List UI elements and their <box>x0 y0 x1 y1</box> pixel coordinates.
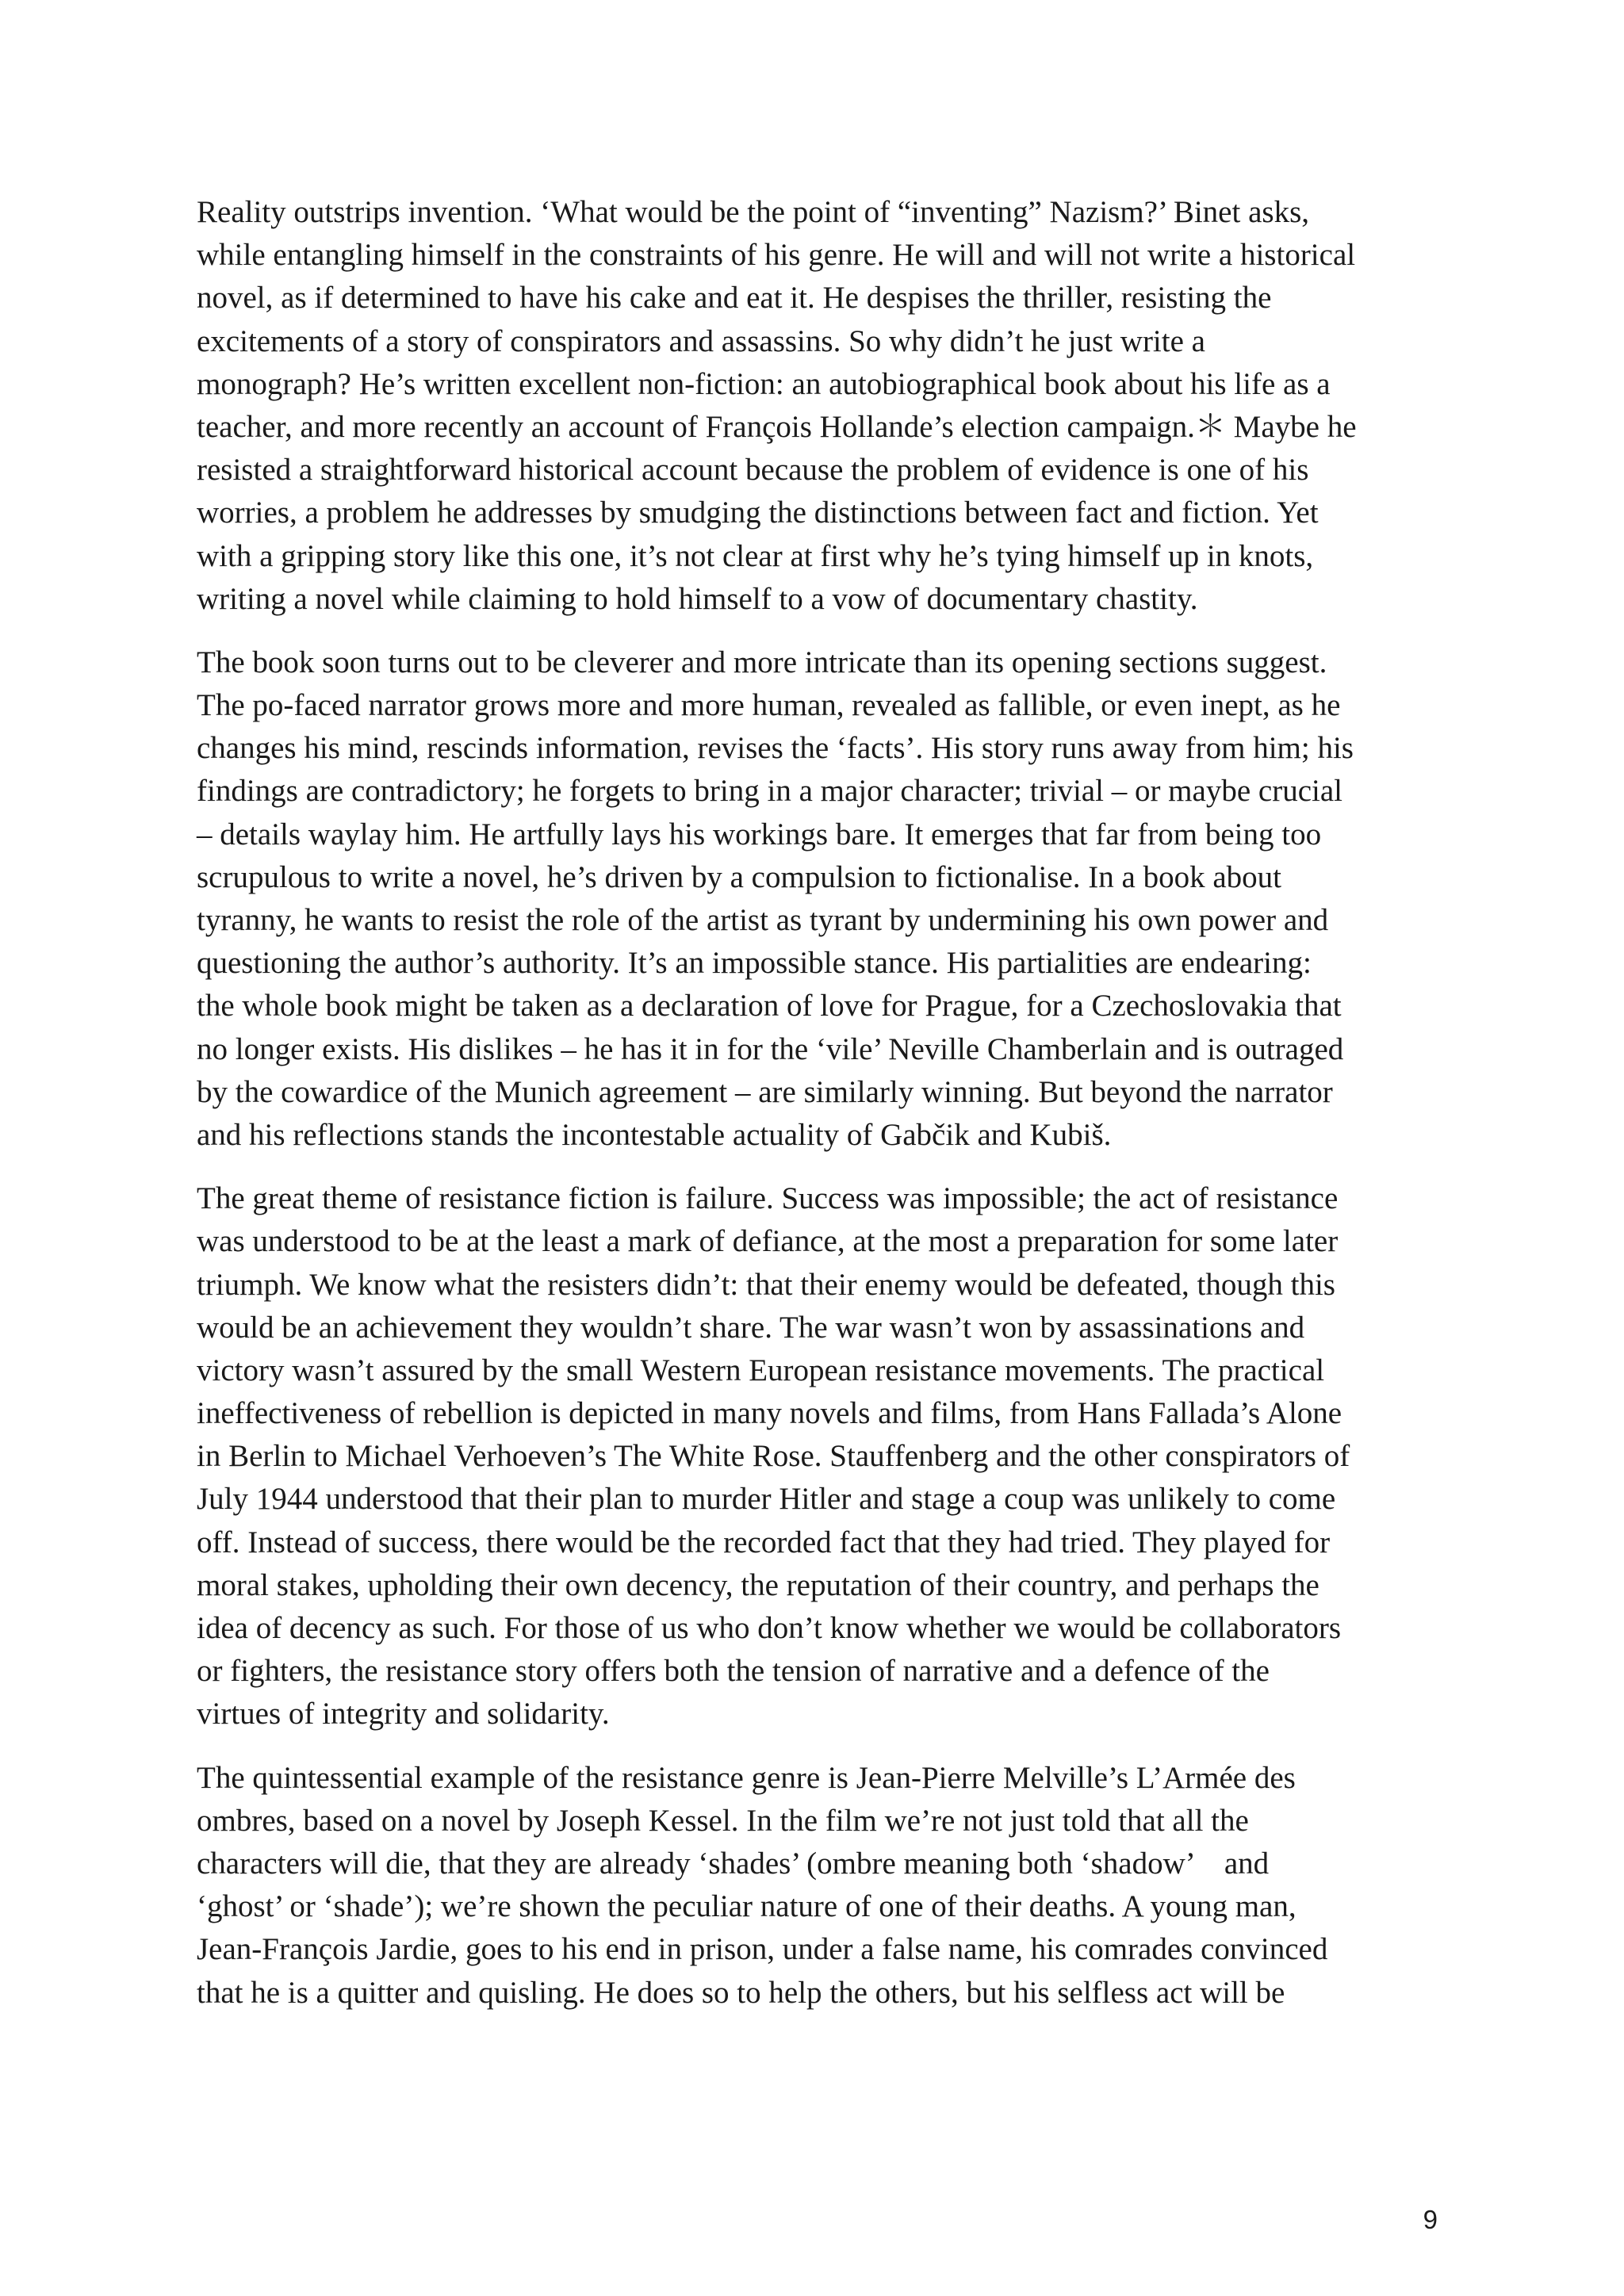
text-line: findings are contradictory; he forgets to bring in a major character; trivial – or maybe crucial <box>197 774 1342 809</box>
text-line: The great theme of resistance fiction is failure. Success was impossible; the act of resistance <box>197 1181 1339 1216</box>
text-line: and his reflections stands the incontestable actuality of Gabčik and Kubiš. <box>197 1117 1112 1152</box>
article-body <box>197 191 1434 2035</box>
paragraph <box>197 1757 1434 2015</box>
text-line: off. Instead of success, there would be the recorded fact that they had tried. They played for <box>197 1525 1331 1559</box>
text-line: would be an achievement they wouldn’t share. The war wasn’t won by assassinations and <box>197 1310 1305 1345</box>
text-line: with a gripping story like this one, it’s not clear at first why he’s tying himself up in knots, <box>197 538 1314 573</box>
text-line: Reality outstrips invention. ‘What would be the point of “inventing” Nazism?’ Binet asks, <box>197 195 1309 229</box>
text-line: ‘ghost’ or ‘shade’); we’re shown the peculiar nature of one of their deaths. A young man, <box>197 1889 1297 1924</box>
text-line: triumph. We know what the resisters didn’t: that their enemy would be defeated, though this <box>197 1267 1335 1302</box>
text-line: ombres, based on a novel by Joseph Kessel. In the film we’re not just told that all the <box>197 1803 1249 1838</box>
text-line: novel, as if determined to have his cake and eat it. He despises the thriller, resisting the <box>197 281 1272 316</box>
paragraph <box>197 641 1434 1157</box>
text-line: – details waylay him. He artfully lays his workings bare. It emerges that far from being too <box>197 817 1322 851</box>
text-line: The book soon turns out to be cleverer and more intricate than its opening sections suggest. <box>197 645 1327 679</box>
text-line: questioning the author’s authority. It’s an impossible stance. His partialities are endearing: <box>197 946 1312 981</box>
text-line: teacher, and more recently an account of François Hollande’s election campaign.＊ Maybe he <box>197 409 1357 444</box>
text-line: characters will die, that they are already ‘shades’ (ombre meaning both ‘shadow’ and <box>197 1846 1270 1881</box>
text-line: worries, a problem he addresses by smudging the distinctions between fact and fiction. Yet <box>197 496 1319 530</box>
text-line: tyranny, he wants to resist the role of the artist as tyrant by undermining his own power and <box>197 903 1329 937</box>
text-line: ineffectiveness of rebellion is depicted in many novels and films, from Hans Fallada’s Alone <box>197 1396 1342 1431</box>
page-number: 9 <box>1423 2205 1438 2234</box>
text-line: writing a novel while claiming to hold himself to a vow of documentary chastity. <box>197 581 1198 616</box>
paragraph <box>197 191 1434 621</box>
text-line: monograph? He’s written excellent non-fiction: an autobiographical book about his life as a <box>197 366 1331 401</box>
text-line: was understood to be at the least a mark of defiance, at the most a preparation for some later <box>197 1224 1339 1259</box>
text-line: idea of decency as such. For those of us who don’t know whether we would be collaborators <box>197 1611 1341 1645</box>
text-line: while entangling himself in the constraints of his genre. He will and will not write a historical <box>197 238 1356 273</box>
text-line: July 1944 understood that their plan to murder Hitler and stage a coup was unlikely to come <box>197 1482 1336 1517</box>
text-line: The quintessential example of the resistance genre is Jean-Pierre Melville’s L’Armée des <box>197 1760 1296 1795</box>
text-line: that he is a quitter and quisling. He does so to help the others, but his selfless act will be <box>197 1975 1285 2010</box>
text-line: resisted a straightforward historical account because the problem of evidence is one of his <box>197 453 1309 488</box>
text-line: Jean-François Jardie, goes to his end in prison, under a false name, his comrades convinced <box>197 1932 1328 1967</box>
text-line: by the cowardice of the Munich agreement – are similarly winning. But beyond the narrator <box>197 1074 1333 1109</box>
paragraph <box>197 1177 1434 1735</box>
text-line: The po-faced narrator grows more and more human, revealed as fallible, or even inept, as he <box>197 688 1341 723</box>
text-line: virtues of integrity and solidarity. <box>197 1697 610 1732</box>
text-line: in Berlin to Michael Verhoeven’s The White Rose. Stauffenberg and the other conspirators of <box>197 1439 1350 1474</box>
text-line: no longer exists. His dislikes – he has it in for the ‘vile’ Neville Chamberlain and is outraged <box>197 1031 1344 1066</box>
text-line: excitements of a story of conspirators and assassins. So why didn’t he just write a <box>197 323 1205 358</box>
text-line: or fighters, the resistance story offers both the tension of narrative and a defence of the <box>197 1654 1270 1689</box>
text-line: scrupulous to write a novel, he’s driven by a compulsion to fictionalise. In a book about <box>197 859 1281 894</box>
text-line: the whole book might be taken as a declaration of love for Prague, for a Czechoslovakia that <box>197 989 1342 1024</box>
text-line: moral stakes, upholding their own decency, the reputation of their country, and perhaps the <box>197 1567 1320 1602</box>
text-line: changes his mind, rescinds information, revises the ‘facts’. His story runs away from him; his <box>197 731 1354 766</box>
text-line: victory wasn’t assured by the small Western European resistance movements. The practical <box>197 1353 1325 1387</box>
